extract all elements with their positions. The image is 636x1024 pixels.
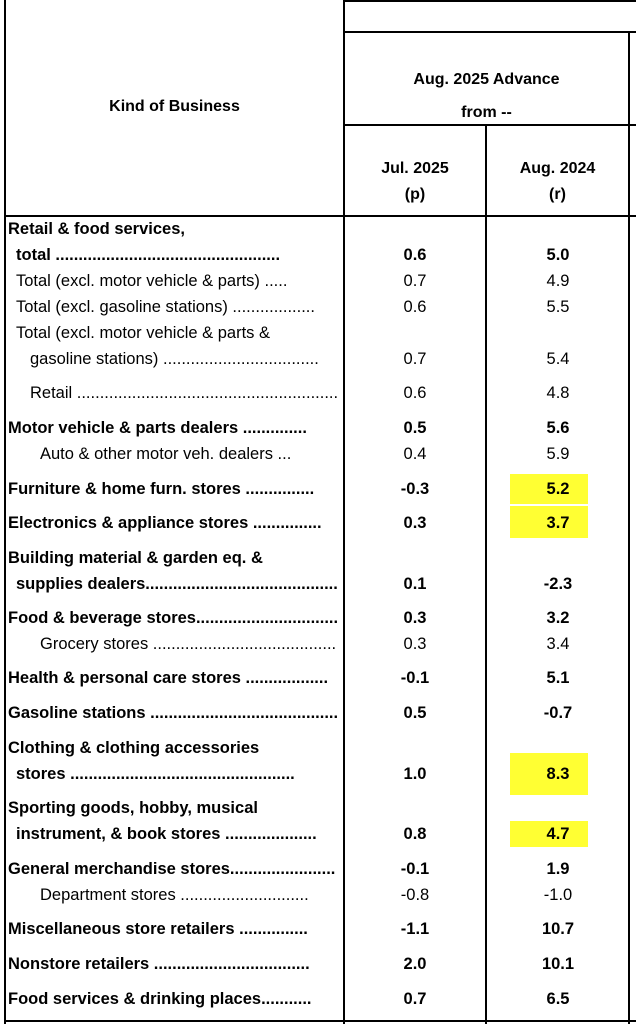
- row-label: Gasoline stations .........................................: [8, 704, 339, 722]
- value-jul-2025: 0.4: [403, 445, 427, 463]
- row-label: Department stores ............................: [40, 886, 309, 904]
- header-rule-top: [343, 31, 636, 33]
- value-jul-2025: 0.3: [403, 514, 427, 532]
- value-jul-2025: 0.5: [403, 704, 427, 722]
- value-jul-2025: 0.5: [403, 419, 427, 437]
- row-label: Total (excl. motor vehicle & parts &: [16, 324, 271, 342]
- value-aug-2024: 10.1: [541, 955, 575, 973]
- row-label: Auto & other motor veh. dealers ...: [40, 445, 292, 463]
- row-label-cont: instrument, & book stores ....................: [16, 825, 317, 843]
- col1-header-line1: Jul. 2025: [381, 160, 449, 177]
- value-jul-2025: 0.8: [403, 825, 427, 843]
- value-aug-2024: 5.1: [546, 669, 570, 687]
- table-border-left: [4, 0, 6, 1024]
- row-label: Miscellaneous store retailers ...............: [8, 920, 308, 938]
- value-aug-2024: 5.5: [546, 298, 570, 316]
- value-jul-2025: 0.3: [403, 609, 427, 627]
- value-jul-2025: 0.6: [403, 298, 427, 316]
- group-header-line1: Aug. 2025 Advance: [413, 71, 560, 88]
- row-label: Total (excl. gasoline stations) ..................: [16, 298, 315, 316]
- value-aug-2024: 3.2: [546, 609, 570, 627]
- col2-header-line1: Aug. 2024: [519, 160, 596, 177]
- value-jul-2025: -0.1: [400, 669, 430, 687]
- value-jul-2025: -0.3: [400, 480, 430, 498]
- row-label: Retail & food services,: [8, 220, 185, 238]
- value-jul-2025: 0.7: [403, 990, 427, 1008]
- value-jul-2025: 2.0: [403, 955, 427, 973]
- value-aug-2024: 5.9: [546, 445, 570, 463]
- value-jul-2025: -0.8: [400, 886, 430, 904]
- col1-header-line2: (p): [404, 186, 426, 203]
- row-label: Grocery stores ........................................: [40, 635, 337, 653]
- value-jul-2025: 0.6: [403, 246, 427, 264]
- row-label: Food & beverage stores...............................: [8, 609, 339, 627]
- value-jul-2025: 0.7: [403, 272, 427, 290]
- row-label: Total (excl. motor vehicle & parts) .....: [16, 272, 288, 290]
- col2-header-line2: (r): [549, 186, 566, 203]
- row-label: Motor vehicle & parts dealers ..............: [8, 419, 307, 437]
- value-aug-2024: 5.4: [546, 350, 570, 368]
- group-header-line2: from --: [461, 104, 512, 121]
- value-aug-2024: 4.7: [546, 825, 570, 843]
- value-aug-2024: -2.3: [543, 575, 573, 593]
- value-jul-2025: -0.1: [400, 860, 430, 878]
- value-aug-2024: 3.7: [546, 514, 570, 532]
- value-jul-2025: -1.1: [400, 920, 430, 938]
- row-label: Furniture & home furn. stores ...............: [8, 480, 315, 498]
- row-label: Nonstore retailers ..................................: [8, 955, 310, 973]
- value-aug-2024: 4.8: [546, 384, 570, 402]
- value-aug-2024: -1.0: [543, 886, 573, 904]
- value-aug-2024: 5.6: [546, 419, 570, 437]
- value-aug-2024: 4.9: [546, 272, 570, 290]
- row-label-cont: supplies dealers..........................................: [16, 575, 338, 593]
- row-label: Sporting goods, hobby, musical: [8, 799, 258, 817]
- row-label: Building material & garden eq. &: [8, 549, 263, 567]
- table-border-top-right: [343, 0, 636, 2]
- value-aug-2024: 8.3: [546, 765, 570, 783]
- value-aug-2024: -0.7: [543, 704, 573, 722]
- row-label: Electronics & appliance stores ...............: [8, 514, 322, 532]
- value-jul-2025: 1.0: [403, 765, 427, 783]
- value-jul-2025: 0.3: [403, 635, 427, 653]
- value-jul-2025: 0.1: [403, 575, 427, 593]
- row-label: Clothing & clothing accessories: [8, 739, 260, 757]
- value-aug-2024: 3.4: [546, 635, 570, 653]
- row-label: Health & personal care stores ..................: [8, 669, 329, 687]
- row-label: General merchandise stores.......................: [8, 860, 336, 878]
- value-aug-2024: 1.9: [546, 860, 570, 878]
- row-label: Retail .........................................................: [30, 384, 339, 402]
- row-label-cont: total .................................................: [16, 246, 281, 264]
- row-label: Food services & drinking places...........: [8, 990, 312, 1008]
- value-aug-2024: 10.7: [541, 920, 575, 938]
- value-aug-2024: 6.5: [546, 990, 570, 1008]
- table-border-bottom: [4, 1020, 636, 1022]
- row-label-cont: gasoline stations) ..................................: [30, 350, 319, 368]
- value-jul-2025: 0.6: [403, 384, 427, 402]
- value-aug-2024: 5.2: [546, 480, 570, 498]
- row-label-cont: stores .................................................: [16, 765, 295, 783]
- value-jul-2025: 0.7: [403, 350, 427, 368]
- kind-of-business-header: Kind of Business: [109, 98, 240, 115]
- value-aug-2024: 5.0: [546, 246, 570, 264]
